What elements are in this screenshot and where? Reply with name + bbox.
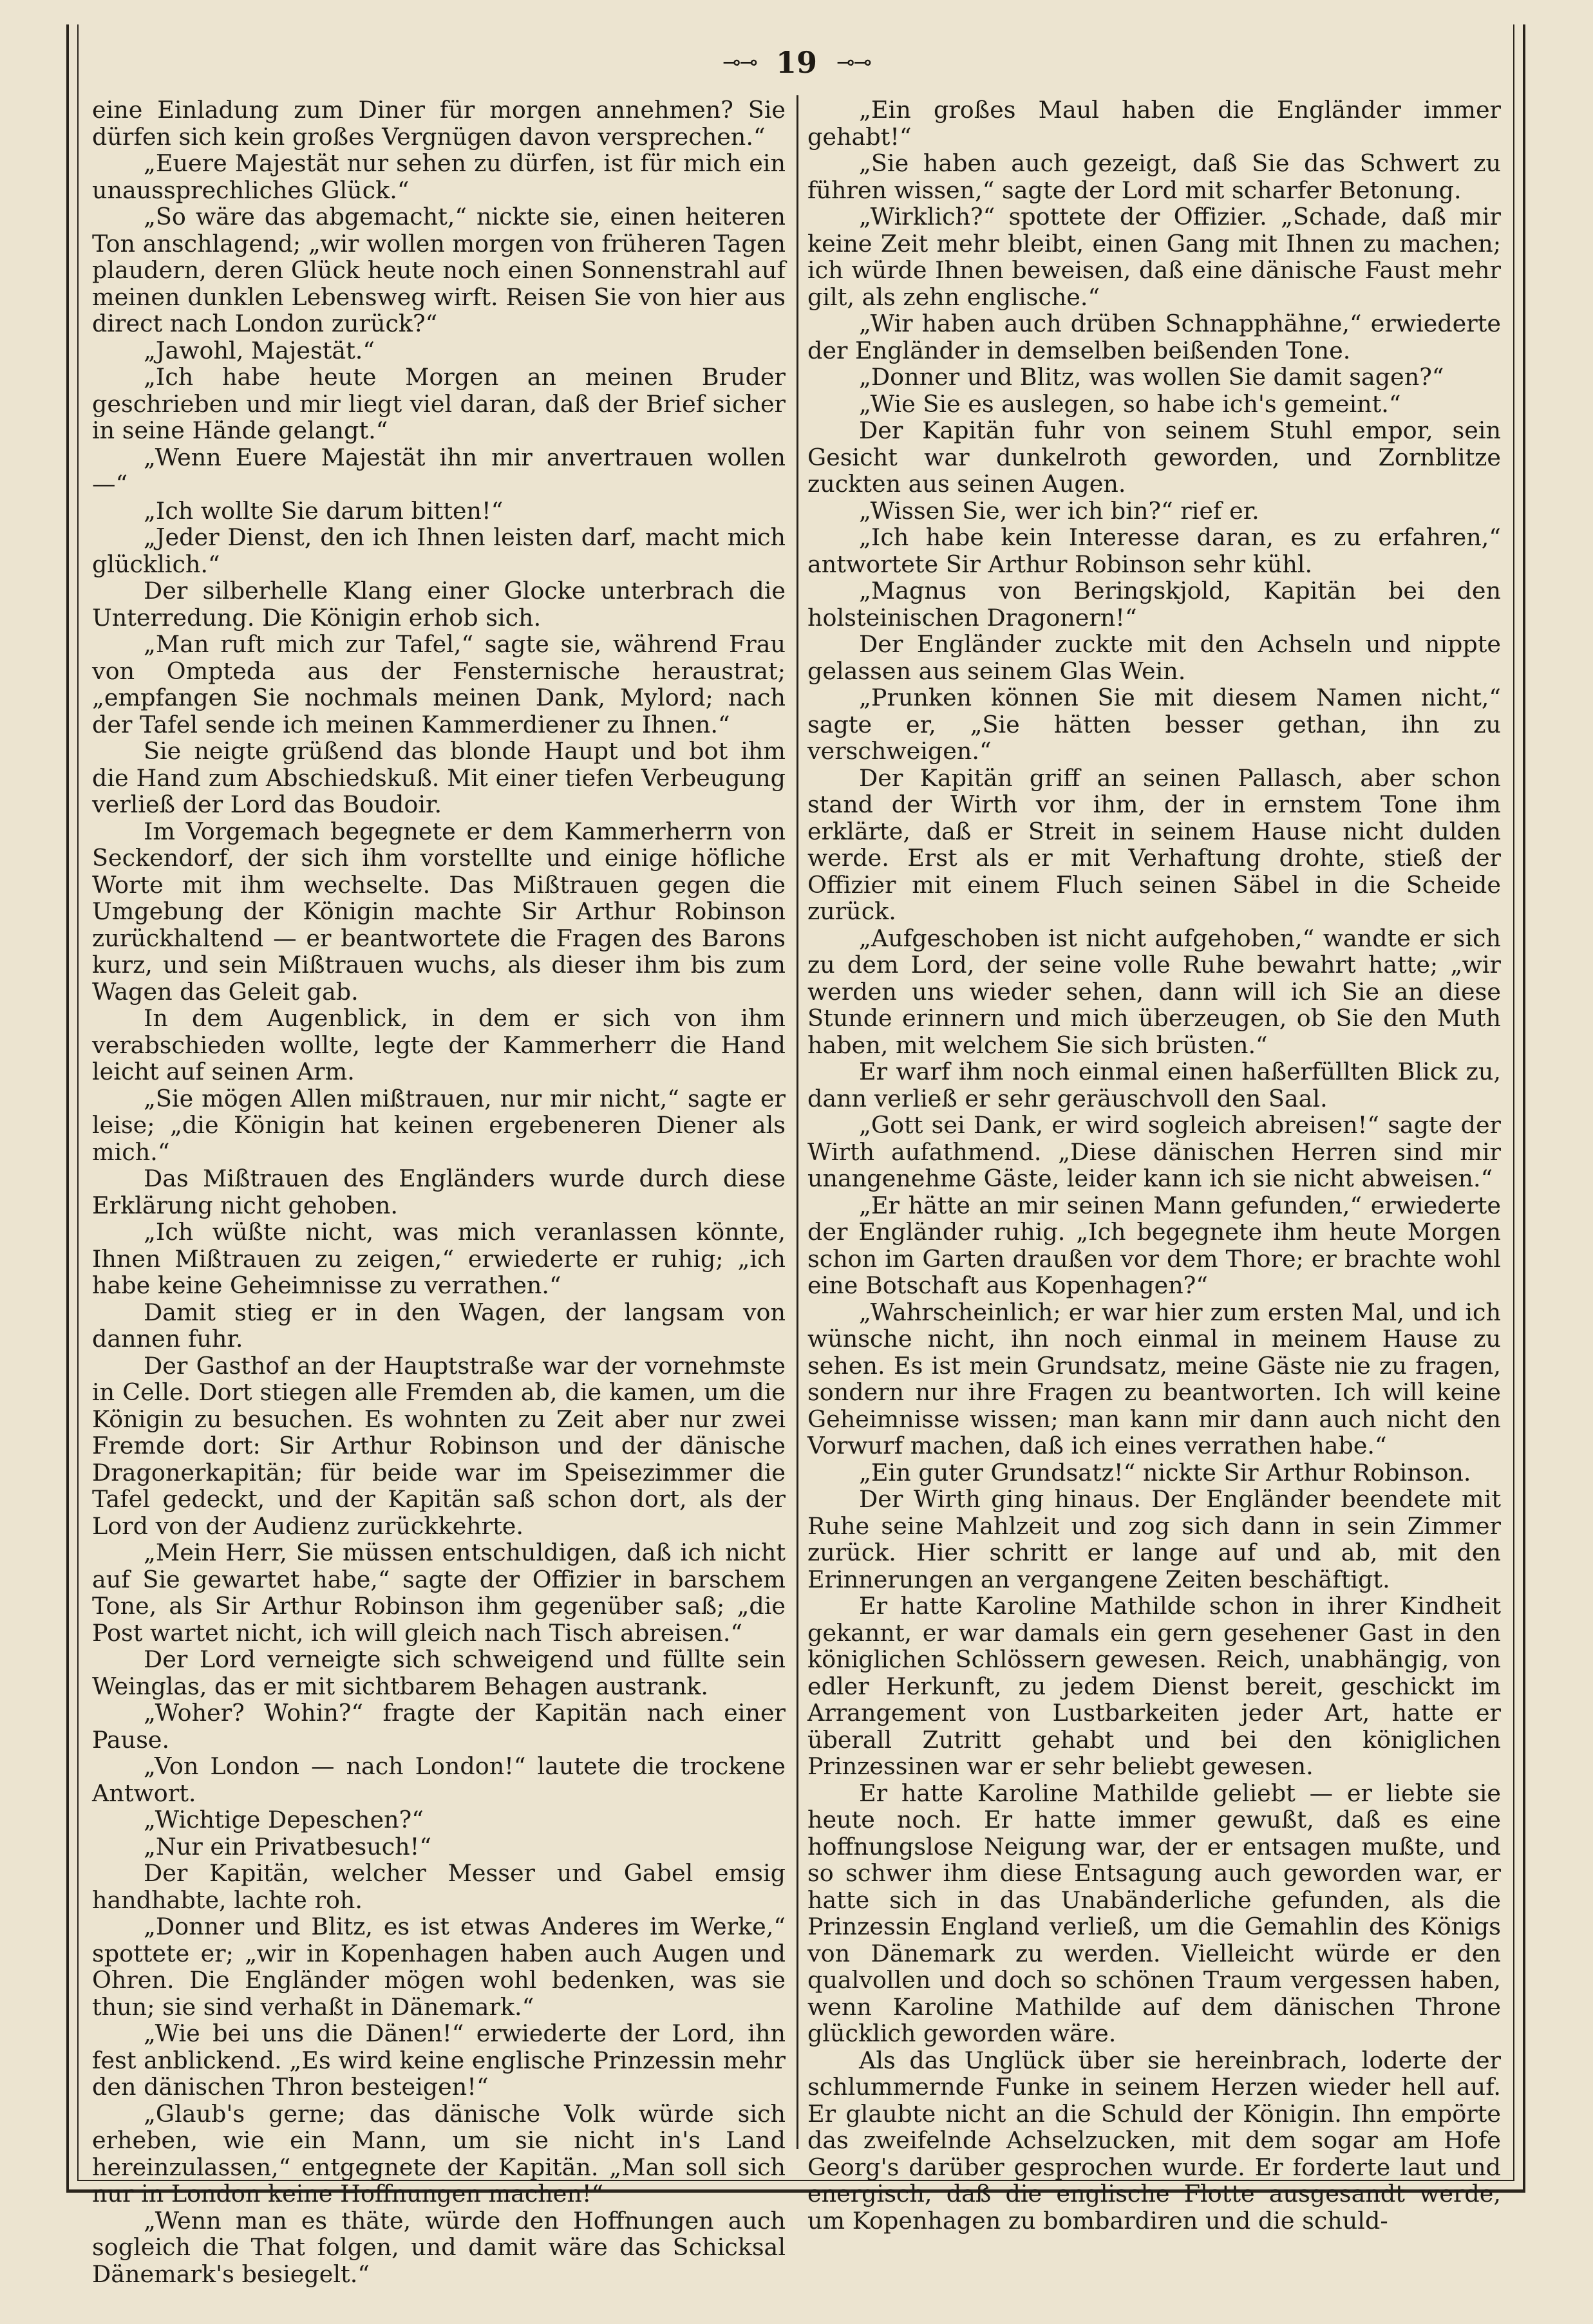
column-divider	[796, 95, 798, 2149]
paragraph: „Wir haben auch drüben Schnapphähne,“ erwiederte der Engländer in demselben beißenden Tone.	[807, 310, 1501, 364]
paragraph: Sie neigte grüßend das blonde Haupt und bot ihm die Hand zum Abschiedskuß. Mit einer tiefen Verbeugung verließ der Lord das Boudoir.	[92, 737, 786, 818]
paragraph: „Wenn Euere Majestät ihn mir anvertrauen wollen —“	[92, 443, 786, 498]
paragraph: „Prunken können Sie mit diesem Namen nicht,“ sagte er, „Sie hätten besser gethan, ihn zu verschweigen.“	[807, 684, 1501, 765]
paragraph: „Wirklich?“ spottete der Offizier. „Schade, daß mir keine Zeit mehr bleibt, einen Gang mit Ihnen zu machen; ich würde Ihnen beweisen, daß eine dänische Faust mehr gilt, als zehn englische.“	[807, 203, 1501, 311]
paragraph: „Nur ein Privatbesuch!“	[144, 1832, 432, 1860]
paragraph: „Wenn man es thäte, würde den Hoffnungen auch sogleich die That folgen, und damit wäre das Schicksal Dänemark's besiegelt.“	[92, 2206, 786, 2288]
paragraph: „Aufgeschoben ist nicht aufgehoben,“ wandte er sich zu dem Lord, der seine volle Ruhe bewahrt hatte; „wir werden uns wieder sehen, dann will ich Sie an diese Stunde erinnern und mich überzeugen, ob Sie den Muth haben, mit welchem Sie sich brüsten.“	[807, 924, 1501, 1059]
paragraph: eine Einladung zum Diner für morgen annehmen? Sie dürfen sich kein großes Vergnügen davon versprechen.“	[92, 96, 786, 151]
paragraph: „Von London — nach London!“ lautete die trockene Antwort.	[92, 1752, 786, 1807]
paragraph: „Magnus von Beringskjold, Kapitän bei den holsteinischen Dragonern!“	[807, 577, 1501, 632]
paragraph: „So wäre das abgemacht,“ nickte sie, einen heiteren Ton anschlagend; „wir wollen morgen von früheren Tagen plaudern, deren Glück heute noch einen Sonnenstrahl auf meinen dunklen Lebensweg wirft. Reisen Sie von hier aus direct nach London zurück?“	[92, 203, 786, 337]
paragraph: Der Gasthof an der Hauptstraße war der vornehmste in Celle. Dort stiegen alle Fremden ab, die kamen, um die Königin zu besuchen. Es wohnten zu Zeit aber nur zwei Fremde dort: Sir Arthur Robinson und der dänische Dragonerkapitän; für beide war im Speisezimmer die Tafel gedeckt, und der Kapitän saß schon dort, als der Lord von der Audienz zurückkehrte.	[92, 1351, 786, 1540]
paragraph: „Jawohl, Majestät.“	[144, 336, 375, 364]
paragraph: Der Engländer zuckte mit den Achseln und nippte gelassen aus seinem Glas Wein.	[807, 630, 1501, 685]
paragraph: „Er hätte an mir seinen Mann gefunden,“ erwiederte der Engländer ruhig. „Ich begegnete ihm heute Morgen schon im Garten draußen vor dem Thore; er brachte wohl eine Botschaft aus Kopenhagen?“	[807, 1191, 1501, 1299]
page-number: 19	[775, 45, 817, 80]
paragraph: Der silberhelle Klang einer Glocke unterbrach die Unterredung. Die Königin erhob sich.	[92, 577, 786, 632]
page-header	[0, 40, 1593, 85]
paragraph: Das Mißtrauen des Engländers wurde durch diese Erklärung nicht gehoben.	[92, 1165, 786, 1219]
paragraph: Der Kapitän griff an seinen Pallasch, aber schon stand der Wirth vor ihm, der in ernstem Tone ihm erklärte, daß er Streit in seinem Hause nicht dulden werde. Erst als er mit Verhaftung drohte, stieß der Offizier mit einem Fluch seinen Säbel in die Scheide zurück.	[807, 764, 1501, 925]
paragraph: Er hatte Karoline Mathilde schon in ihrer Kindheit gekannt, er war damals ein gern gesehener Gast in den königlichen Schlössern gewesen. Reich, unabhängig, von edler Herkunft, zu jedem Dienst bereit, geschickt im Arrangement von Lustbarkeiten jeder Art, hatte er überall Zutritt gehabt und bei den königlichen Prinzessinen war er sehr beliebt gewesen.	[807, 1592, 1501, 1780]
paragraph: „Wie Sie es auslegen, so habe ich's gemeint.“	[859, 389, 1401, 418]
paragraph: Er warf ihm noch einmal einen haßerfüllten Blick zu, dann verließ er sehr geräuschvoll den Saal.	[807, 1058, 1501, 1112]
paragraph: „Ich habe heute Morgen an meinen Bruder geschrieben und mir liegt viel daran, daß der Brief sicher in seine Hände gelangt.“	[92, 363, 786, 444]
paragraph: Der Lord verneigte sich schweigend und füllte sein Weinglas, das er mit sichtbarem Behagen austrank.	[92, 1645, 786, 1700]
paragraph: „Wichtige Depeschen?“	[144, 1806, 424, 1833]
paragraph: Im Vorgemach begegnete er dem Kammerherrn von Seckendorf, der sich ihm vorstellte und einige höfliche Worte mit ihm wechselte. Das Mißtrauen gegen die Umgebung der Königin machte Sir Arthur Robinson zurückhaltend — er beantwortete die Fragen des Barons kurz, und sein Mißtrauen wuchs, als dieser ihm bis zum Wagen das Geleit gab.	[92, 817, 786, 1006]
paragraph: „Mein Herr, Sie müssen entschuldigen, daß ich nicht auf Sie gewartet habe,“ sagte der Offizier in barschem Tone, als Sir Arthur Robinson ihm gegenüber saß; „die Post wartet nicht, ich will gleich nach Tisch abreisen.“	[92, 1539, 786, 1647]
paragraph: „Man ruft mich zur Tafel,“ sagte sie, während Frau von Ompteda aus der Fensternische heraustrat; „empfangen Sie nochmals meinen Dank, Mylord; nach der Tafel sende ich meinen Kammerdiener zu Ihnen.“	[92, 630, 786, 738]
paragraph: In dem Augenblick, in dem er sich von ihm verabschieden wollte, legte der Kammerherr die Hand leicht auf seinen Arm.	[92, 1004, 786, 1085]
paragraph: „Ich wollte Sie darum bitten!“	[144, 496, 504, 525]
paragraph: „Wie bei uns die Dänen!“ erwiederte der Lord, ihn fest anblickend. „Es wird keine englische Prinzessin mehr den dänischen Thron besteigen!“	[92, 2019, 786, 2101]
paragraph: „Ein großes Maul haben die Engländer immer gehabt!“	[807, 96, 1501, 151]
paragraph: „Glaub's gerne; das dänische Volk würde sich erheben, wie ein Mann, um sie nicht in's Land hereinzulassen,“ entgegnete der Kapitän. „Man soll sich nur in London keine Hoffnungen machen!“	[92, 2099, 786, 2207]
ornament-right-icon: ⊸⊸	[836, 50, 871, 75]
paragraph: „Ich wüßte nicht, was mich veranlassen könnte, Ihnen Mißtrauen zu zeigen,“ erwiederte er ruhig; „ich habe keine Geheimnisse zu verrathen.“	[92, 1218, 786, 1299]
ornament-left-icon: ⊸⊸	[722, 50, 757, 75]
paragraph: „Sie mögen Allen mißtrauen, nur mir nicht,“ sagte er leise; „die Königin hat keinen ergebeneren Diener als mich.“	[92, 1084, 786, 1166]
paragraph: „Ich habe kein Interesse daran, es zu erfahren,“ antwortete Sir Arthur Robinson sehr kühl.	[807, 523, 1501, 578]
paragraph: „Euere Majestät nur sehen zu dürfen, ist für mich ein unaussprechliches Glück.“	[92, 149, 786, 204]
paragraph: „Sie haben auch gezeigt, daß Sie das Schwert zu führen wissen,“ sagte der Lord mit scharfer Betonung.	[807, 149, 1501, 204]
paragraph: Damit stieg er in den Wagen, der langsam von dannen fuhr.	[92, 1298, 786, 1353]
paragraph: „Wissen Sie, wer ich bin?“ rief er.	[859, 496, 1259, 525]
paragraph: Er hatte Karoline Mathilde geliebt — er liebte sie heute noch. Er hatte immer gewußt, daß es eine hoffnungslose Neigung war, der er entsagen mußte, und so schwer ihm diese Entsagung auch geworden war, er hatte sich in das Unabänderliche gefunden, als die Prinzessin England verließ, um die Gemahlin des Königs von Dänemark zu werden. Vielleicht würde er den qualvollen und doch so schönen Traum vergessen haben, wenn Karoline Mathilde auf dem dänischen Throne glücklich geworden wäre.	[807, 1779, 1501, 2047]
left-text-column	[92, 96, 786, 2288]
paragraph: Als das Unglück über sie hereinbrach, loderte der schlummernde Funke in seinem Herzen wieder hell auf. Er glaubte nicht an die Schuld der Königin. Ihn empörte das zweifelnde Achselzucken, mit dem sogar am Hofe Georg's darüber gesprochen wurde. Er forderte laut und energisch, daß die englische Flotte ausgesandt werde, um Kopenhagen zu bombardiren und die schuld-	[807, 2046, 1501, 2235]
paragraph: „Jeder Dienst, den ich Ihnen leisten darf, macht mich glücklich.“	[92, 523, 786, 578]
paragraph: Der Wirth ging hinaus. Der Engländer beendete mit Ruhe seine Mahlzeit und zog sich dann in sein Zimmer zurück. Hier schritt er lange auf und ab, mit den Erinnerungen an vergangene Zeiten beschäftigt.	[807, 1485, 1501, 1593]
paragraph: „Ein guter Grundsatz!“ nickte Sir Arthur Robinson.	[859, 1458, 1471, 1486]
paragraph: „Woher? Wohin?“ fragte der Kapitän nach einer Pause.	[92, 1699, 786, 1754]
paragraph: „Donner und Blitz, was wollen Sie damit sagen?“	[859, 363, 1444, 391]
paragraph: Der Kapitän, welcher Messer und Gabel emsig handhabte, lachte roh.	[92, 1859, 786, 1914]
paragraph: „Wahrscheinlich; er war hier zum ersten Mal, und ich wünsche nicht, ihn noch einmal in meinem Hause zu sehen. Es ist mein Grundsatz, meine Gäste nie zu fragen, sondern nur ihre Fragen zu beantworten. Ich will keine Geheimnisse wissen; man kann mir dann auch nicht den Vorwurf machen, daß ich eines verrathen habe.“	[807, 1298, 1501, 1459]
right-text-column	[807, 96, 1501, 2235]
paragraph: „Gott sei Dank, er wird sogleich abreisen!“ sagte der Wirth aufathmend. „Diese dänischen Herren sind mir unangenehme Gäste, leider kann ich sie nicht abweisen.“	[807, 1111, 1501, 1192]
paragraph: „Donner und Blitz, es ist etwas Anderes im Werke,“ spottete er; „wir in Kopenhagen haben auch Augen und Ohren. Die Engländer mögen wohl bedenken, was sie thun; sie sind verhaßt in Dänemark.“	[92, 1913, 786, 2021]
paragraph: Der Kapitän fuhr von seinem Stuhl empor, sein Gesicht war dunkelroth geworden, und Zornblitze zuckten aus seinen Augen.	[807, 417, 1501, 498]
